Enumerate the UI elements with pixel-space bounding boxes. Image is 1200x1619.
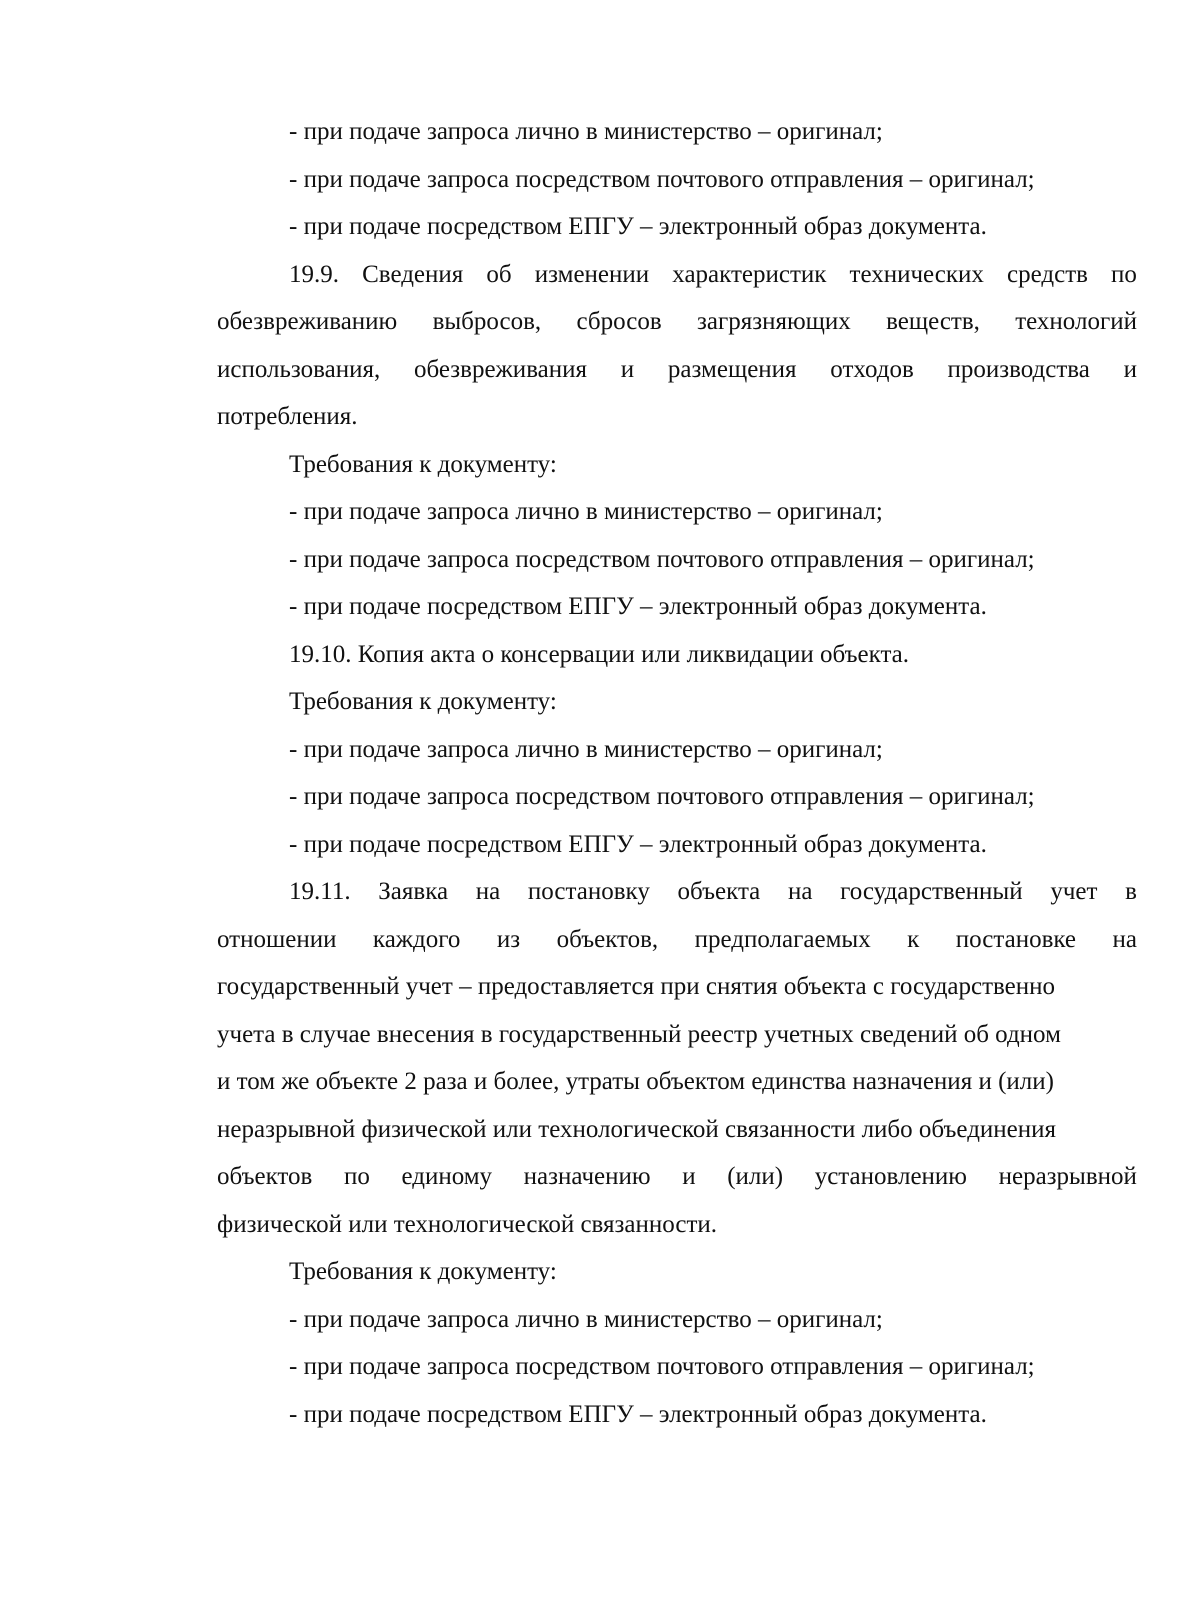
paragraph-p15: [217, 1248, 1137, 1296]
paragraph-p12: [217, 773, 1137, 821]
word: об: [486, 260, 512, 288]
paragraph-p3: [217, 203, 1137, 251]
word: - при подаче запроса лично в министерство – оригинал;: [289, 735, 883, 763]
text-line: [217, 298, 1137, 346]
word: и том же объекте 2 раза и более, утраты объектом единства назначения и (или): [217, 1068, 1054, 1095]
text-line: [217, 1153, 1137, 1201]
word: Требования к документу:: [289, 1258, 557, 1285]
text-line: [217, 346, 1137, 394]
word: сбросов: [576, 308, 662, 335]
text-line: [217, 156, 1137, 204]
word: на: [1112, 925, 1137, 953]
word: единому: [401, 1163, 493, 1190]
word: - при подаче запроса посредством почтового отправления – оригинал;: [289, 165, 1035, 193]
text-line: [217, 203, 1137, 251]
paragraph-p14: [217, 868, 1137, 1248]
word: объектов: [217, 1163, 313, 1190]
word: - при подаче посредством ЕПГУ – электронный образ документа.: [289, 213, 987, 240]
word: отходов: [830, 355, 914, 383]
text-line: [217, 1011, 1137, 1059]
text-line: [217, 1058, 1137, 1106]
text-line: [217, 726, 1137, 774]
word: средств: [1007, 260, 1088, 288]
word: - при подаче посредством ЕПГУ – электронный образ документа.: [289, 1400, 987, 1428]
text-line: [217, 488, 1137, 536]
word: учет: [1050, 878, 1098, 905]
word: (или): [727, 1163, 784, 1190]
text-line: [217, 441, 1137, 489]
word: - при подаче запроса лично в министерство – оригинал;: [289, 118, 883, 145]
word: обезвреживания: [413, 355, 588, 383]
paragraph-p16: [217, 1296, 1137, 1344]
word: объекта: [677, 878, 761, 905]
word: на: [475, 878, 501, 905]
text-line: [217, 108, 1137, 156]
paragraph-p1: [217, 108, 1137, 156]
text-line: [217, 1106, 1137, 1154]
text-line: [217, 1201, 1137, 1249]
text-line: [217, 963, 1137, 1011]
word: физической или технологической связанности.: [217, 1210, 718, 1238]
word: использования,: [217, 355, 381, 383]
document-body: [217, 108, 1137, 1438]
word: - при подаче запроса посредством почтового отправления – оригинал;: [289, 783, 1035, 810]
word: Требования к документу:: [289, 688, 557, 715]
word: неразрывной: [998, 1163, 1137, 1190]
text-line: [217, 916, 1137, 964]
word: из: [496, 925, 521, 953]
paragraph-p2: [217, 156, 1137, 204]
word: - при подаче запроса лично в министерство – оригинал;: [289, 498, 883, 525]
word: отношении: [217, 925, 337, 953]
word: размещения: [667, 355, 797, 383]
word: 19.11.: [289, 878, 351, 905]
paragraph-p5: [217, 441, 1137, 489]
paragraph-p17: [217, 1343, 1137, 1391]
word: веществ,: [886, 308, 980, 335]
word: 19.10. Копия акта о консервации или ликвидации объекта.: [289, 640, 910, 668]
word: Заявка: [378, 878, 449, 905]
word: технологий: [1015, 308, 1137, 335]
word: в: [1125, 878, 1137, 905]
word: учета в случае внесения в государственный реестр учетных сведений об одном: [217, 1020, 1061, 1048]
word: по: [343, 1163, 370, 1190]
word: - при подаче запроса лично в министерство – оригинал;: [289, 1305, 883, 1333]
word: потребления.: [217, 403, 358, 430]
paragraph-p10: [217, 678, 1137, 726]
word: и: [1123, 355, 1137, 383]
word: характеристик: [672, 260, 827, 288]
word: изменении: [534, 260, 650, 288]
paragraph-p13: [217, 821, 1137, 869]
word: на: [787, 878, 813, 905]
word: загрязняющих: [696, 308, 851, 335]
word: предполагаемых: [694, 925, 871, 953]
word: объектов,: [556, 925, 659, 953]
text-line: [217, 1343, 1137, 1391]
word: постановку: [527, 878, 650, 905]
text-line: [217, 1296, 1137, 1344]
word: 19.9.: [289, 260, 339, 288]
word: - при подаче посредством ЕПГУ – электронный образ документа.: [289, 593, 987, 620]
text-line: [217, 678, 1137, 726]
paragraph-p7: [217, 536, 1137, 584]
text-line: [217, 631, 1137, 679]
word: назначению: [523, 1163, 651, 1190]
word: выбросов,: [432, 308, 542, 335]
word: технических: [849, 260, 984, 288]
word: - при подаче посредством ЕПГУ – электронный образ документа.: [289, 830, 987, 858]
word: государственный учет – предоставляется при снятия объекта с государственно: [217, 973, 1056, 1000]
paragraph-p8: [217, 583, 1137, 631]
text-line: [217, 583, 1137, 631]
word: неразрывной физической или технологической связанности либо объединения: [217, 1115, 1057, 1143]
word: - при подаче запроса посредством почтового отправления – оригинал;: [289, 545, 1035, 573]
paragraph-p6: [217, 488, 1137, 536]
word: к: [907, 925, 920, 953]
word: и: [682, 1163, 696, 1190]
text-line: [217, 536, 1137, 584]
word: по: [1111, 260, 1137, 288]
paragraph-p4: [217, 251, 1137, 441]
word: установлению: [814, 1163, 967, 1190]
word: - при подаче запроса посредством почтового отправления – оригинал;: [289, 1353, 1035, 1380]
word: государственный: [840, 878, 1023, 905]
text-line: [217, 868, 1137, 916]
paragraph-p9: [217, 631, 1137, 679]
text-line: [217, 1391, 1137, 1439]
word: Требования к документу:: [289, 450, 557, 478]
paragraph-p11: [217, 726, 1137, 774]
text-line: [217, 1248, 1137, 1296]
paragraph-p18: [217, 1391, 1137, 1439]
text-line: [217, 393, 1137, 441]
text-line: [217, 773, 1137, 821]
text-line: [217, 821, 1137, 869]
text-line: [217, 251, 1137, 299]
word: каждого: [372, 925, 461, 953]
word: и: [620, 355, 635, 383]
word: Сведения: [362, 260, 464, 288]
word: производства: [947, 355, 1090, 383]
word: обезвреживанию: [217, 308, 398, 335]
word: постановке: [955, 925, 1076, 953]
